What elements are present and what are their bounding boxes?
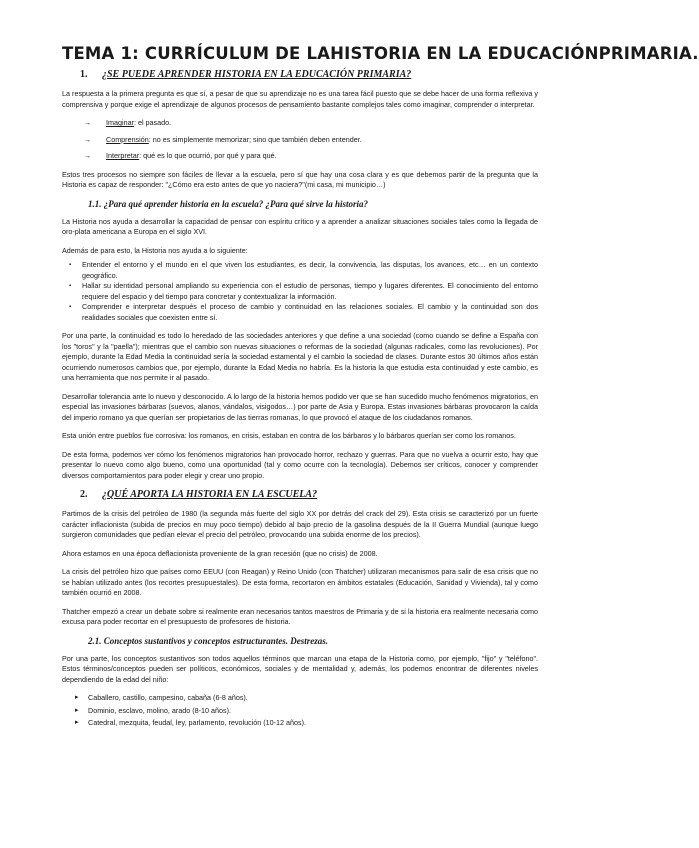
section-1-number: 1. <box>80 69 88 80</box>
list-text: Catedral, mezquita, feudal, ley, parlamento, revolución (10-12 años). <box>88 718 307 727</box>
paragraph-2: Estos tres procesos no siempre son fáciles de llevar a la escuela, pero sí que hay una cosa clara y es que debemos partir de la pregunta que la Historia es capaz de responder: "¿Cómo era esto antes de que yo naciera?"(mi casa, mi municipio…) <box>62 169 538 189</box>
list-term: Comprensión <box>106 134 149 144</box>
list-item <box>62 135 538 146</box>
list-item <box>62 151 538 162</box>
triangle-bullet-icon: ▸ <box>75 706 79 714</box>
section-2-title: ¿QUÉ APORTA LA HISTORIA EN LA ESCUELA? <box>102 489 318 500</box>
list-item <box>62 118 538 129</box>
paragraph-3: La Historia nos ayuda a desarrollar la capacidad de pensar con espíritu crítico y a aprender a analizar situaciones sociales tales como la llegada de oro-plata americana a Europa en el siglo XVI. <box>62 216 538 236</box>
paragraph-11: La crisis del petróleo hizo que países como EEUU (con Reagan) y Reino Unido (con Thatcher) utilizaran mecanismos para salir de esa crisis que no se habían utilizado antes (los recortes presupuestales). De esta forma, recortaron en ámbitos estatales (Educación, Sanidad y Vivienda), tal y como también ocurrió en 2008. <box>62 567 538 597</box>
paragraph-7: Esta unión entre pueblos fue corrosiva: los romanos, en crisis, estaban en contra de los bárbaros y lo bárbaros querían ser como los romanos. <box>62 431 516 440</box>
list-item <box>62 281 538 302</box>
triangle-bullet-icon: ▸ <box>75 694 79 701</box>
paragraph-9: Partimos de la crisis del petróleo de 1980 (la segunda más fuerte del siglo XX por detrás del crack del 29). Esta crisis se caracterizó por un fuerte carácter inflacionista (subida de precios en muy poco tiempo) debido al bajo precio de la gasolina después de la II Guerra Mundial (aunque luego surgieron comunidades que pedían elevar el precio del petróleo, provocando una subida enorme de los precios). <box>62 509 538 539</box>
document-title: TEMA 1: CURRÍCULUM DE LAHISTORIA EN LA EDUCACIÓNPRIMARIA. <box>62 44 699 63</box>
list-item <box>62 693 538 704</box>
list-item <box>62 718 538 729</box>
list-text: Entender el entorno y el mundo en el que viven los estudiantes, es decir, la convivencia, las disputas, los avances, etc… en un contexto geográfico. <box>82 260 538 280</box>
paragraph-6: Desarrollar tolerancia ante lo nuevo y desconocido. A lo largo de la historia hemos podido ver que se han sucedido mucho fenómenos migratorios, en especial las invasiones bárbaras (suevos, alanos, vándalos, visigodos…) por parte de Asia y Europa. Estas invasiones bárbaras provocaron la caída del imperio romano ya que querían ser propietarios de las tierras romanas, lo que provocó el ataque de los ciudadanos romanos. <box>62 391 538 422</box>
arrow-icon: → <box>84 118 92 127</box>
section-2-1-heading: 2.1. Conceptos sustantivos y conceptos estructurantes. Destrezas. <box>88 635 329 646</box>
bullet-icon: ▪ <box>69 304 72 310</box>
list-item <box>62 302 538 323</box>
section-1-heading <box>80 69 538 80</box>
section-2-heading <box>80 489 538 500</box>
arrow-icon: → <box>84 134 92 144</box>
list-text: : no es simplemente memorizar; sino que también deben entender. <box>148 134 362 144</box>
thinking-processes-list <box>62 118 538 162</box>
list-term: Imaginar <box>106 118 134 127</box>
list-text: Comprender e interpretar después el proceso de cambio y continuidad en las relaciones sociales. El cambio y la continuidad son dos realidades sociales que coexisten entre sí. <box>82 302 538 322</box>
paragraph-10: Ahora estamos en una época deflacionista proveniente de la gran recesión (que no crisis) de 2008. <box>62 548 378 558</box>
list-text: Hallar su identidad personal ampliando su experiencia con el estudio de personas, tiempo y lugares diferentes. El conocimiento del entorno requiere del espacio y del tiempo para concretar y contextualizar la información. <box>82 281 538 301</box>
list-term: Interpretar <box>106 151 140 160</box>
concepts-by-age-list <box>62 693 538 729</box>
history-benefits-list <box>62 260 538 323</box>
bullet-icon: ▪ <box>69 262 72 268</box>
list-item <box>62 706 538 717</box>
triangle-bullet-icon: ▸ <box>75 719 79 726</box>
paragraph-8: De esta forma, podemos ver cómo los fenómenos migratorios han provocado horror, rechazo y guerras. Para que no vuelva a ocurrir esto, hay que presentar lo nuevo como algo bueno, como una oportunidad (tal y como ocurre con la tecnología). Debemos ser críticos, conocer y comprender diversos comportamientos para poder elegir y crear uno propio. <box>62 449 538 480</box>
list-text: : qué es lo que ocurrió, por qué y para qué. <box>139 151 277 160</box>
paragraph-13: Por una parte, los conceptos sustantivos son todos aquellos términos que marcan una etapa de la Historia como, por ejemplo, "fijo" y "teléfono". Estos términos/conceptos pueden ser políticos, económicos, sociales y de mentalidad y, además, los podemos encontrar de diferentes niveles dependiendo de la edad del niño: <box>62 653 538 684</box>
section-1-title: ¿SE PUEDE APRENDER HISTORIA EN LA EDUCACIÓN PRIMARIA? <box>102 69 412 80</box>
list-text: : el pasado. <box>133 118 172 127</box>
arrow-icon: → <box>84 151 92 160</box>
paragraph-4: Además de para esto, la Historia nos ayuda a lo siguiente: <box>62 245 248 255</box>
paragraph-12: Thatcher empezó a crear un debate sobre si realmente eran necesarios tantos maestros de Primaria y de si la historia era realmente necesaria como excusa para poder recortar en el presupuesto de profesores de historia. <box>62 606 538 626</box>
section-1-1-heading: 1.1. ¿Para qué aprender historia en la escuela? ¿Para qué sirve la historia? <box>88 198 369 209</box>
section-2-number: 2. <box>80 489 88 500</box>
list-item <box>62 260 538 281</box>
paragraph-1: La respuesta a la primera pregunta es que sí, a pesar de que su aprendizaje no es una tarea fácil puesto que se debe hacer de una forma reflexiva y comprensiva y porque exige el aprendizaje de algunos procesos de pensamiento bastante complejos tales como imaginar, comprender o interpretar. <box>62 89 538 109</box>
paragraph-5: Por una parte, la continuidad es todo lo heredado de las sociedades anteriores y que define a una sociedad (como cuando se define a España con los "toros" y la "paella"); mientras que el cambio son nuevas situaciones o reformas de la sociedad (algunas radicales, como las revoluciones). Por ejemplo, durante la Edad Media la continuidad sería la sociedad estamental y el cambio la sociedad de clases. Durante estos 30 últimos años están ocurriendo numerosos cambios que, por ejemplo, durante la Edad Media no habría. Es la historia la que estudia esta continuidad y este cambio, es una herramienta que nos permite ir al pasado. <box>62 331 538 382</box>
list-text: Caballero, castillo, campesino, cabaña (6-8 años). <box>88 693 248 702</box>
list-text: Dominio, esclavo, molino, arado (8-10 años). <box>88 705 232 715</box>
bullet-icon: ▪ <box>69 283 72 289</box>
